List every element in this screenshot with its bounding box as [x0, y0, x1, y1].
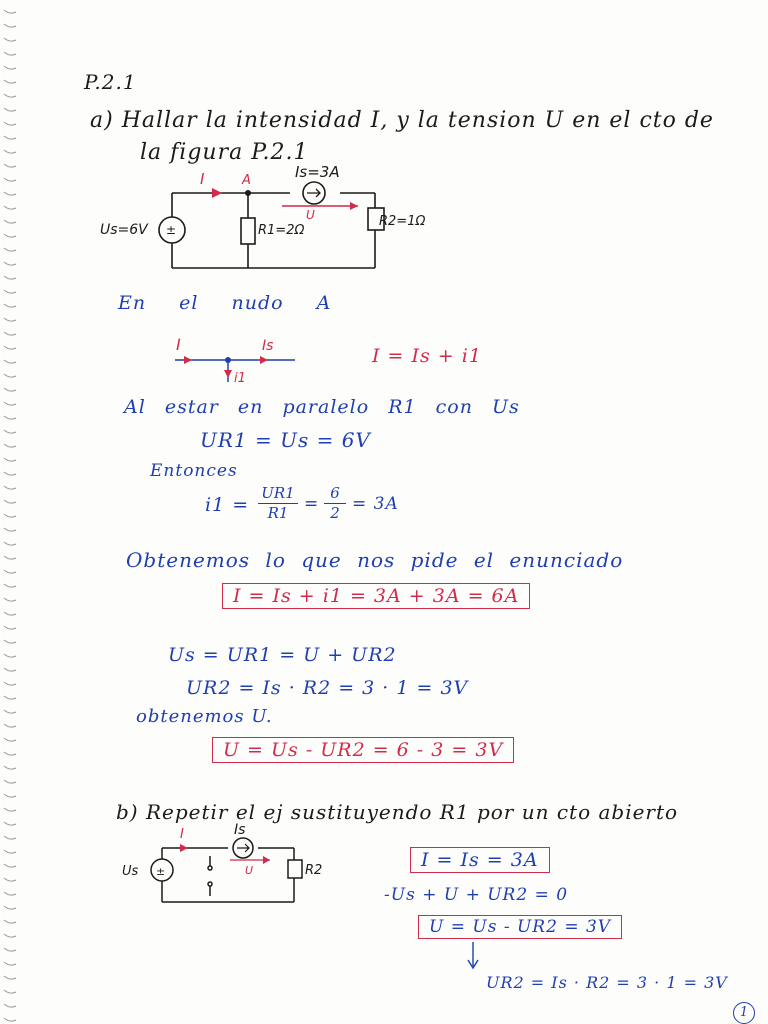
circuit-diagram-b [112, 820, 322, 920]
circuit-diagram-a [100, 160, 480, 280]
parallel-text: Al estar en paralelo R1 con Us [124, 396, 520, 418]
page-number: 1 [733, 1002, 755, 1024]
then-lhs: i1 = [205, 494, 250, 516]
boxed-result-u: U = Us - UR2 = 6 - 3 = 3V [212, 737, 514, 763]
boxed-result-b1: I = Is = 3A [410, 847, 550, 873]
part-b-statement: b) Repetir el ej sustituyendo R1 por un cto abierto [116, 800, 679, 824]
down-arrow-icon [466, 942, 480, 972]
binding-marks [0, 0, 22, 1024]
then-eq: = [304, 494, 320, 514]
then-heading: Entonces [150, 461, 238, 481]
svg-text:±: ± [156, 865, 166, 878]
fraction-den: 2 [324, 503, 346, 522]
part-a-statement-line2: la figura P.2.1 [140, 140, 309, 165]
fraction-ur1-r1 [258, 484, 298, 522]
node-heading: En el nudo A [118, 292, 332, 314]
b-current-label: I [180, 827, 184, 842]
kvl-equation: -Us + U + UR2 = 0 [384, 885, 569, 905]
b-u-label: U [245, 864, 254, 877]
source-label: Us=6V [100, 222, 148, 238]
b-r2-label: R2 [305, 863, 322, 878]
obtain-heading: Obtenemos lo que nos pide el enunciado [126, 548, 624, 572]
current-label: I [200, 170, 205, 188]
node-label-i: I [176, 335, 181, 354]
r1-label: R1=2Ω [258, 223, 305, 238]
boxed-result-b2: U = Us - UR2 = 3V [418, 915, 622, 939]
node-label: A [242, 173, 251, 188]
svg-text:±: ± [166, 223, 177, 237]
node-label-is: Is [262, 338, 274, 354]
b-is-label: Is [234, 822, 246, 838]
fraction-num: 6 [330, 484, 340, 502]
node-label-i1: i1 [234, 371, 246, 386]
r2-label: R2=1Ω [379, 214, 426, 229]
then-result: = 3A [352, 494, 399, 514]
node-diagram [170, 330, 310, 390]
boxed-result-i: I = Is + i1 = 3A + 3A = 6A [222, 583, 530, 609]
part-a-statement-line1: a) Hallar la intensidad I, y la tension U en el cto de [90, 108, 714, 133]
parallel-equation: UR1 = Us = 6V [200, 428, 371, 452]
fraction-den: R1 [258, 503, 298, 522]
voltage-label: U [306, 208, 315, 222]
voltage-line1: Us = UR1 = U + UR2 [168, 644, 397, 666]
obtain-u-heading: obtenemos U. [136, 706, 273, 727]
problem-number: P.2.1 [84, 70, 137, 94]
fraction-6-2 [324, 484, 346, 522]
kcl-equation: I = Is + i1 [372, 345, 482, 367]
current-source-label: Is=3A [295, 163, 340, 181]
fraction-num: UR1 [261, 484, 295, 502]
bottom-equation: UR2 = Is · R2 = 3 · 1 = 3V [486, 973, 728, 992]
voltage-line2: UR2 = Is · R2 = 3 · 1 = 3V [186, 677, 469, 699]
b-us-label: Us [122, 864, 139, 879]
node-a-dot [245, 190, 251, 196]
